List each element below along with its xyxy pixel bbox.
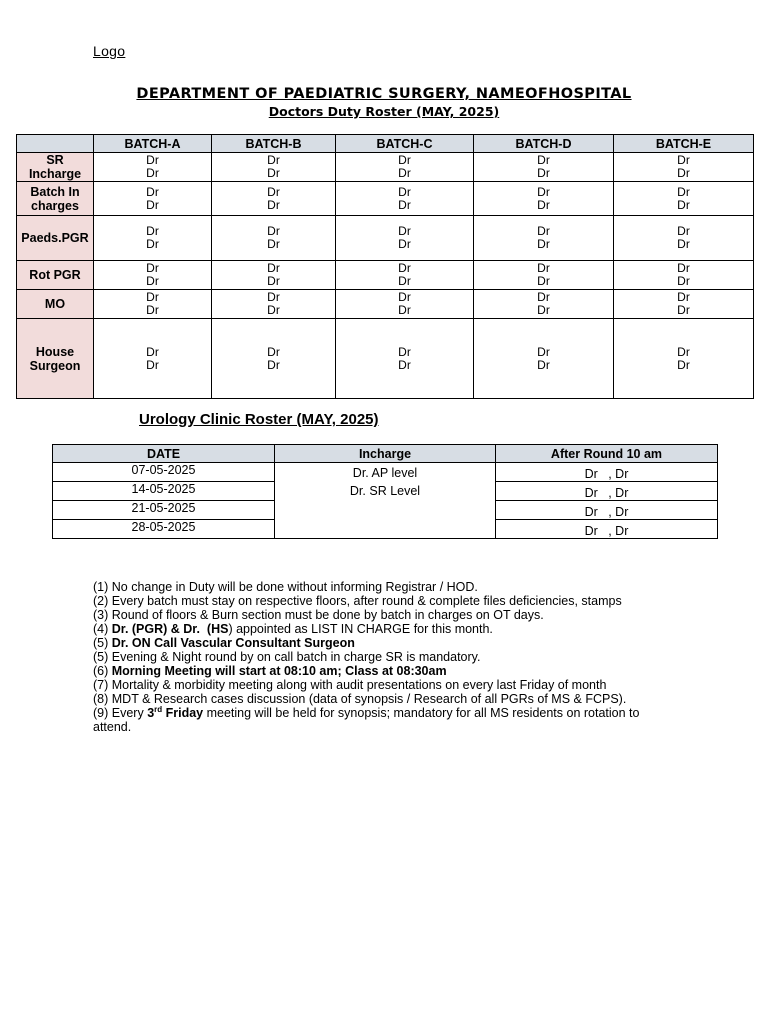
doctor-entry: Dr xyxy=(398,357,411,372)
note-number: (5) xyxy=(93,636,112,650)
duty-cell xyxy=(336,261,474,290)
doctor-entry: Dr xyxy=(146,261,159,275)
duty-cell xyxy=(614,319,754,399)
doctor-entry: Dr xyxy=(677,344,690,359)
doctor-entry: Dr xyxy=(146,357,159,372)
column-header: BATCH-C xyxy=(336,135,474,153)
doctor-entry: Dr xyxy=(146,290,159,304)
duty-cell xyxy=(94,290,212,319)
row-label xyxy=(17,216,94,261)
date-cell: 07-05-2025 xyxy=(53,463,275,482)
incharge-header: Incharge xyxy=(275,445,496,463)
after-round-cell: Dr , Dr xyxy=(496,520,718,539)
doctor-entry: Dr xyxy=(146,344,159,359)
duty-cell xyxy=(94,319,212,399)
doctor-entry: Dr xyxy=(146,166,159,180)
note-bold-text: Morning Meeting will start at 08:10 am; Class at 08:30am xyxy=(111,664,447,678)
note-text: ) appointed as LIST IN CHARGE for this month. xyxy=(228,622,493,636)
note-item xyxy=(93,636,673,650)
doctor-entry: Dr xyxy=(146,303,159,317)
date-cell: 21-05-2025 xyxy=(53,501,275,520)
duty-cell xyxy=(212,261,336,290)
after-round-cell: Dr , Dr xyxy=(496,463,718,482)
row-label-line: MO xyxy=(44,297,66,311)
doctor-entry: Dr xyxy=(537,303,550,317)
table-row xyxy=(17,216,754,261)
duty-header-row xyxy=(17,135,754,153)
duty-cell xyxy=(94,182,212,216)
incharge-cell xyxy=(275,463,496,539)
doctor-entry: Dr xyxy=(677,357,690,372)
doctor-entry: Dr xyxy=(398,224,411,238)
column-header: BATCH-E xyxy=(614,135,754,153)
doctor-entry: Dr xyxy=(398,261,411,275)
row-label-line: Incharge xyxy=(28,167,82,181)
notes-list xyxy=(93,580,673,734)
note-item: (8) MDT & Research cases discussion (data of synopsis / Research of all PGRs of MS & FCPS). xyxy=(93,692,627,706)
after-round-cell: Dr , Dr xyxy=(496,482,718,501)
duty-cell xyxy=(212,290,336,319)
doctor-entry: Dr xyxy=(146,184,159,199)
doctor-entry: Dr xyxy=(677,184,690,199)
row-label-line: charges xyxy=(31,198,79,213)
duty-cell xyxy=(474,153,614,182)
doctor-entry: Dr xyxy=(398,166,411,180)
row-label xyxy=(17,290,94,319)
doctor-entry: Dr xyxy=(398,153,411,167)
duty-cell xyxy=(614,216,754,261)
row-label xyxy=(17,319,94,399)
note-item: (1) No change in Duty will be done without informing Registrar / HOD. xyxy=(93,580,478,594)
doctor-entry: Dr xyxy=(677,153,690,167)
doctor-entry: Dr xyxy=(146,224,159,238)
doctor-entry: Dr xyxy=(677,166,690,180)
doctor-entry: Dr xyxy=(398,197,411,212)
duty-cell xyxy=(94,153,212,182)
column-header: BATCH-A xyxy=(94,135,212,153)
note-bold-text: Friday xyxy=(162,706,204,720)
note-item xyxy=(93,664,673,678)
department-title: DEPARTMENT OF PAEDIATRIC SURGERY, NAMEOFHOSPITAL xyxy=(136,86,632,102)
table-row xyxy=(17,261,754,290)
urology-header-row xyxy=(53,445,718,463)
doctor-entry: Dr xyxy=(537,153,550,167)
table-row xyxy=(17,290,754,319)
row-label-line: SR xyxy=(46,153,64,167)
after-round-header: After Round 10 am xyxy=(496,445,718,463)
duty-roster-subtitle: Doctors Duty Roster (MAY, 2025) xyxy=(268,104,500,119)
doctor-entry: Dr xyxy=(398,303,411,317)
doctor-entry: Dr xyxy=(677,303,690,317)
doctor-entry: Dr xyxy=(537,290,550,304)
doctor-entry: Dr xyxy=(146,153,159,167)
urology-title: Urology Clinic Roster (MAY, 2025) xyxy=(139,411,379,428)
duty-cell xyxy=(474,216,614,261)
row-label-line: Batch In xyxy=(30,184,80,199)
note-bold-text: 3 xyxy=(147,706,155,720)
duty-cell xyxy=(94,261,212,290)
duty-cell xyxy=(212,153,336,182)
row-label-line: Rot PGR xyxy=(29,268,81,282)
note-item: (7) Mortality & morbidity meeting along with audit presentations on every last Friday of month xyxy=(93,678,607,692)
duty-cell xyxy=(474,182,614,216)
note-item xyxy=(93,706,673,734)
doctor-entry: Dr xyxy=(537,261,550,275)
row-label xyxy=(17,153,94,182)
note-text: meeting will be held for synopsis; mandatory for all MS residents on rotation to attend. xyxy=(93,706,640,734)
row-label-line: Surgeon xyxy=(29,358,81,373)
doctor-entry: Dr xyxy=(267,261,280,275)
note-item: (3) Round of floors & Burn section must be done by batch in charges on OT days. xyxy=(93,608,544,622)
table-row xyxy=(17,182,754,216)
duty-cell xyxy=(474,261,614,290)
date-cell: 28-05-2025 xyxy=(53,520,275,539)
doctor-entry: Dr xyxy=(677,197,690,212)
duty-cell xyxy=(212,216,336,261)
doctor-entry: Dr xyxy=(398,290,411,304)
duty-cell xyxy=(336,182,474,216)
note-bold-text: Dr. (PGR) & Dr. (HS xyxy=(111,622,229,636)
doctor-entry: Dr xyxy=(537,274,550,288)
doctor-entry: Dr xyxy=(267,274,280,288)
doctor-entry: Dr xyxy=(537,344,550,359)
duty-cell xyxy=(336,290,474,319)
note-item: (2) Every batch must stay on respective floors, after round & complete files deficiencies, stamps xyxy=(93,594,622,608)
date-header: DATE xyxy=(53,445,275,463)
column-header: BATCH-B xyxy=(212,135,336,153)
duty-roster-table xyxy=(16,134,754,399)
duty-cell xyxy=(212,182,336,216)
table-row xyxy=(17,153,754,182)
doctor-entry: Dr xyxy=(677,274,690,288)
doctor-entry: Dr xyxy=(398,184,411,199)
duty-cell xyxy=(474,319,614,399)
incharge-line: Dr. AP level xyxy=(352,466,418,480)
duty-cell xyxy=(336,153,474,182)
doctor-entry: Dr xyxy=(146,197,159,212)
doctor-entry: Dr xyxy=(146,274,159,288)
doctor-entry: Dr xyxy=(267,153,280,167)
corner-cell xyxy=(17,135,94,153)
doctor-entry: Dr xyxy=(677,224,690,238)
note-number: (6) xyxy=(93,664,112,678)
note-superscript: rd xyxy=(154,704,163,714)
incharge-line: Dr. SR Level xyxy=(349,484,421,498)
note-item xyxy=(93,622,673,636)
doctor-entry: Dr xyxy=(677,261,690,275)
row-label-line: House xyxy=(35,344,75,359)
doctor-entry: Dr xyxy=(267,237,280,251)
doctor-entry: Dr xyxy=(398,274,411,288)
table-row xyxy=(17,319,754,399)
after-round-cell: Dr , Dr xyxy=(496,501,718,520)
doctor-entry: Dr xyxy=(537,224,550,238)
doctor-entry: Dr xyxy=(537,166,550,180)
doctor-entry: Dr xyxy=(267,303,280,317)
duty-cell xyxy=(614,290,754,319)
note-bold-text: Dr. ON Call Vascular Consultant Surgeon xyxy=(111,636,355,650)
logo-text: Logo xyxy=(93,43,126,59)
row-label xyxy=(17,261,94,290)
doctor-entry: Dr xyxy=(398,344,411,359)
duty-cell xyxy=(614,261,754,290)
doctor-entry: Dr xyxy=(537,197,550,212)
duty-cell xyxy=(94,216,212,261)
urology-roster-table xyxy=(52,444,718,539)
duty-cell xyxy=(614,182,754,216)
doctor-entry: Dr xyxy=(677,237,690,251)
duty-cell xyxy=(336,216,474,261)
doctor-entry: Dr xyxy=(537,357,550,372)
duty-cell xyxy=(336,319,474,399)
duty-cell xyxy=(474,290,614,319)
doctor-entry: Dr xyxy=(267,344,280,359)
doctor-entry: Dr xyxy=(537,237,550,251)
doctor-entry: Dr xyxy=(677,290,690,304)
note-item: (5) Evening & Night round by on call batch in charge SR is mandatory. xyxy=(93,650,481,664)
doctor-entry: Dr xyxy=(146,237,159,251)
note-number: (4) xyxy=(93,622,112,636)
table-row xyxy=(53,463,718,482)
doctor-entry: Dr xyxy=(267,290,280,304)
doctor-entry: Dr xyxy=(267,357,280,372)
duty-cell xyxy=(212,319,336,399)
doctor-entry: Dr xyxy=(267,197,280,212)
doctor-entry: Dr xyxy=(267,166,280,180)
date-cell: 14-05-2025 xyxy=(53,482,275,501)
doctor-entry: Dr xyxy=(267,224,280,238)
note-number: (9) Every xyxy=(93,706,148,720)
column-header: BATCH-D xyxy=(474,135,614,153)
duty-cell xyxy=(614,153,754,182)
doctor-entry: Dr xyxy=(537,184,550,199)
doctor-entry: Dr xyxy=(267,184,280,199)
row-label xyxy=(17,182,94,216)
row-label-line: Paeds.PGR xyxy=(21,231,89,245)
doctor-entry: Dr xyxy=(398,237,411,251)
